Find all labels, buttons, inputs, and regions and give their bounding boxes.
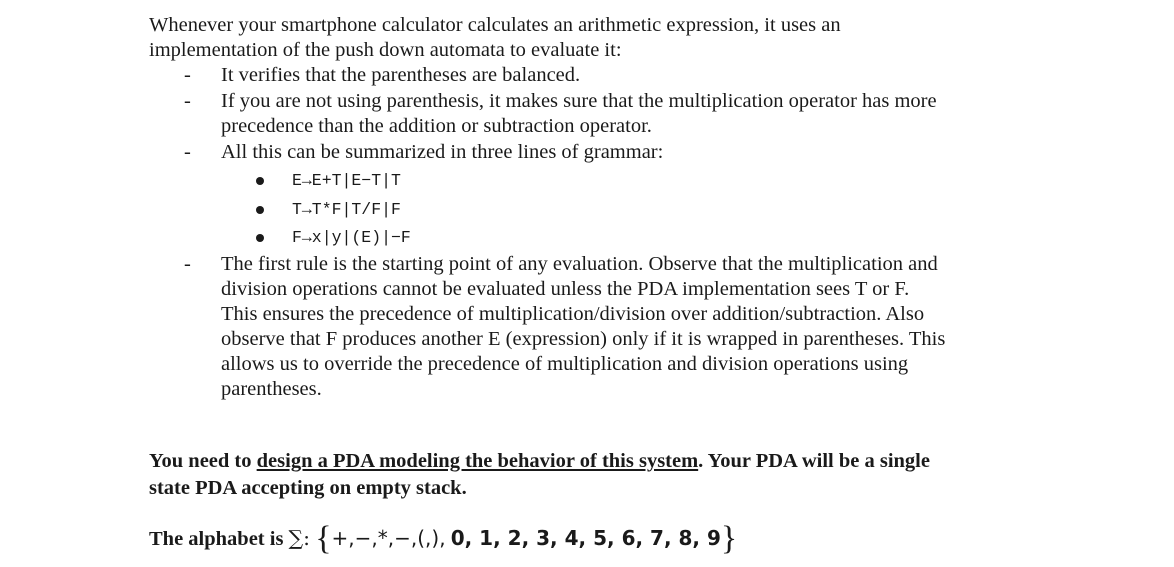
bullet-icon xyxy=(256,234,264,242)
explanation-line: division operations cannot be evaluated unless the PDA implementation sees T or F. xyxy=(221,278,910,300)
list-item-text: All this can be summarized in three lines of grammar: xyxy=(221,141,664,163)
dash-marker: - xyxy=(184,141,191,163)
task-statement xyxy=(149,448,1029,502)
alphabet-operators: +,−,*,−,(,), xyxy=(331,526,446,550)
dash-marker: - xyxy=(184,64,191,86)
task-suffix: . Your PDA will be a single xyxy=(698,450,930,472)
open-brace: { xyxy=(315,520,332,557)
sigma-symbol: ∑: xyxy=(288,526,311,550)
intro-line-1: Whenever your smartphone calculator calculates an arithmetic expression, it uses an xyxy=(149,14,841,36)
bullet-icon xyxy=(256,206,264,214)
list-item-text: precedence than the addition or subtraction operator. xyxy=(221,115,652,137)
task-prefix: You need to xyxy=(149,450,257,472)
explanation-line: allows us to override the precedence of multiplication and division operations using xyxy=(221,353,909,375)
intro-line-2: implementation of the push down automata to evaluate it: xyxy=(149,39,622,61)
grammar-rule-text: T→T*F|T/F|F xyxy=(292,200,401,219)
dash-marker: - xyxy=(184,90,191,112)
grammar-rule-text: E→E+T|E−T|T xyxy=(292,171,401,190)
task-line-2: state PDA accepting on empty stack. xyxy=(149,477,467,499)
explanation-line: observe that F produces another E (expression) only if it is wrapped in parentheses. This xyxy=(221,328,946,350)
grammar-rule xyxy=(256,198,656,222)
grammar-rule xyxy=(256,226,656,250)
grammar-rule-text: F→x|y|(E)|−F xyxy=(292,228,411,247)
alphabet-definition xyxy=(149,520,1049,557)
explanation-line: parentheses. xyxy=(221,378,322,400)
list-item-text: If you are not using parenthesis, it makes sure that the multiplication operator has more xyxy=(221,90,937,112)
bullet-icon xyxy=(256,177,264,185)
list-item-text: It verifies that the parentheses are balanced. xyxy=(221,64,581,86)
alphabet-digits: 0, 1, 2, 3, 4, 5, 6, 7, 8, 9 xyxy=(450,526,721,550)
grammar-rule xyxy=(256,169,656,193)
task-emphasis: design a PDA modeling the behavior of this system xyxy=(256,450,699,472)
intro-paragraph xyxy=(149,13,1029,63)
explanation-line: The first rule is the starting point of any evaluation. Observe that the multiplication and xyxy=(221,253,938,275)
explanation-line: This ensures the precedence of multiplication/division over addition/subtraction. Also xyxy=(221,303,925,325)
dash-marker: - xyxy=(184,253,191,275)
alphabet-label: The alphabet is xyxy=(149,528,289,550)
close-brace: } xyxy=(720,520,738,557)
